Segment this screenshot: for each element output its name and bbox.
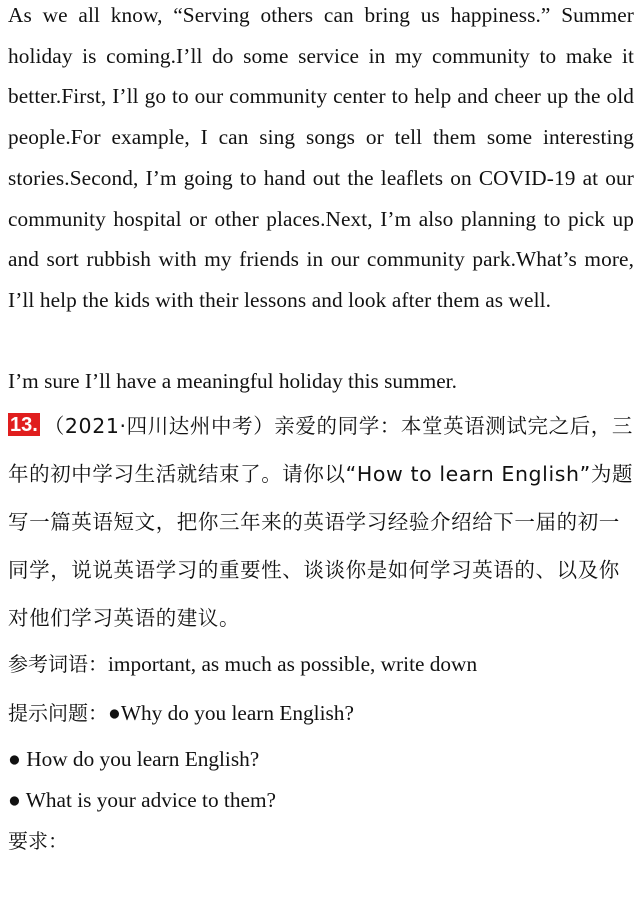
question-13-prompt (8, 402, 638, 642)
reference-words: important, as much as possible, write down (108, 652, 478, 676)
prompt-question-1: ●Why do you learn English? (108, 701, 354, 725)
prompt-questions-label: 提示问题： (8, 701, 108, 725)
essay-paragraph-2: I’m sure I’ll have a meaningful holiday this summer. (8, 369, 457, 393)
prompt-question-3: ● What is your advice to them? (8, 788, 276, 812)
question-number-badge: 13. (10, 414, 38, 436)
prompt-questions-line (8, 693, 638, 733)
prompt-question-2: ● How do you learn English? (8, 747, 260, 771)
requirements-label: 要求： (8, 829, 68, 853)
reference-words-label: 参考词语： (8, 652, 108, 676)
reference-words-line (8, 644, 638, 684)
question-text: （2021·四川达州中考）亲爱的同学：本堂英语测试完之后，三年的初中学习生活就结束了。请你以“How to learn English”为题写一篇英语短文，把你三年来的英语学习经验介绍给下一届的初一同学，说说英语学习的重要性、谈谈你是如何学习英语的、以及你对他们学习英语的建议。 (8, 414, 634, 630)
essay-paragraph-1: As we all know, “Serving others can bring us happiness.” Summer holiday is coming.I’ll do some service in my community to make it better.First, I’ll go to our community center to help and cheer up the old people.For example, I can sing songs or tell them some interesting stories.Second, I’m going to hand out the leaflets on COVID-19 at our community hospital or other places.Next, I’m also planning to pick up and sort rubbish with my friends in our community park.What’s more, I’ll help the kids with their lessons and look after them as well. (8, 3, 634, 312)
